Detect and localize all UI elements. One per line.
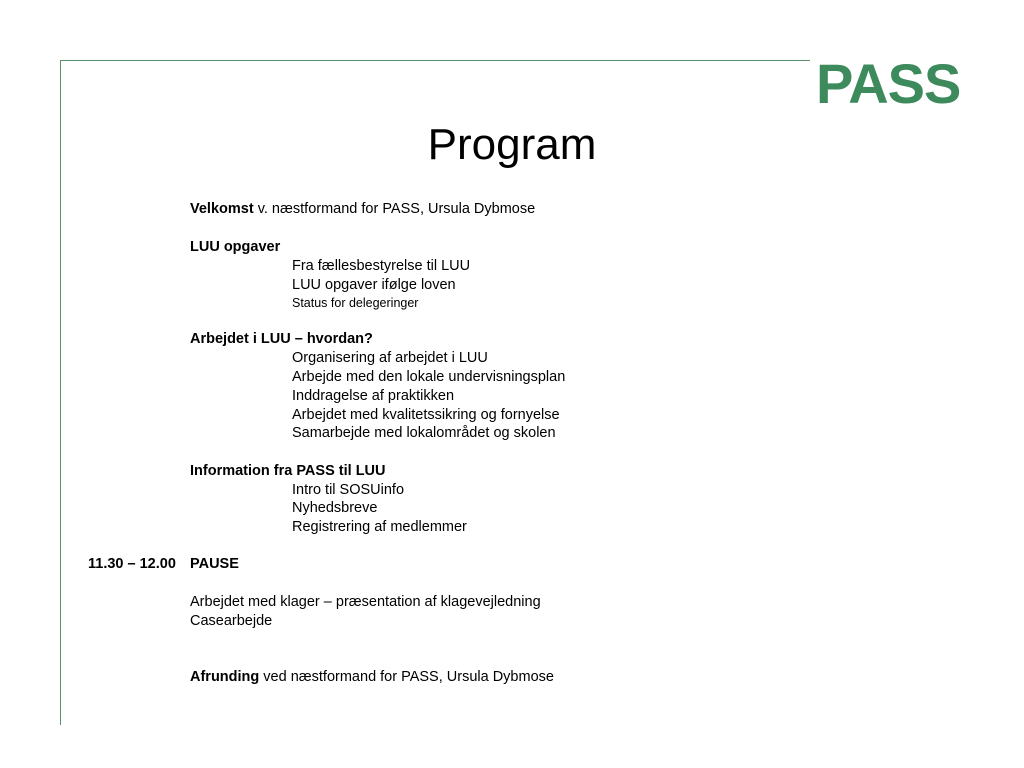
work-item-2: Arbejde med den lokale undervisningsplan — [292, 369, 566, 385]
work-item-5: Samarbejde med lokalområdet og skolen — [292, 425, 556, 441]
pass-logo: PASS — [816, 52, 961, 115]
closing-bold: Afrunding — [190, 669, 260, 685]
welcome-line — [190, 200, 535, 219]
after-item-1: Arbejdet med klager – præsentation af klagevejledning — [190, 594, 541, 610]
info-item-2: Nyhedsbreve — [292, 500, 378, 516]
info-heading: Information fra PASS til LUU — [190, 463, 386, 479]
pause-label: PAUSE — [190, 556, 239, 572]
closing-rest: ved næstformand for PASS, Ursula Dybmose — [259, 669, 554, 685]
work-item-3: Inddragelse af praktikken — [292, 388, 455, 404]
luu-item-2: LUU opgaver ifølge loven — [292, 277, 456, 293]
welcome-rest: v. næstformand for PASS, Ursula Dybmose — [253, 201, 536, 217]
luu-item-1: Fra fællesbestyrelse til LUU — [292, 258, 471, 274]
luu-item-3: Status for delegeringer — [292, 296, 419, 310]
info-item-1: Intro til SOSUinfo — [292, 482, 405, 498]
welcome-bold: Velkomst — [190, 201, 254, 217]
frame-top-border — [60, 60, 810, 61]
info-item-3: Registrering af medlemmer — [292, 519, 467, 535]
closing-line — [190, 668, 554, 687]
pause-time: 11.30 – 12.00 — [88, 556, 176, 572]
work-item-1: Organisering af arbejdet i LUU — [292, 350, 488, 366]
work-item-4: Arbejdet med kvalitetssikring og fornyelse — [292, 407, 560, 423]
after-item-2: Casearbejde — [190, 613, 273, 629]
page-title: Program — [427, 120, 597, 169]
luu-heading: LUU opgaver — [190, 239, 281, 255]
work-heading: Arbejdet i LUU – hvordan? — [190, 331, 373, 347]
